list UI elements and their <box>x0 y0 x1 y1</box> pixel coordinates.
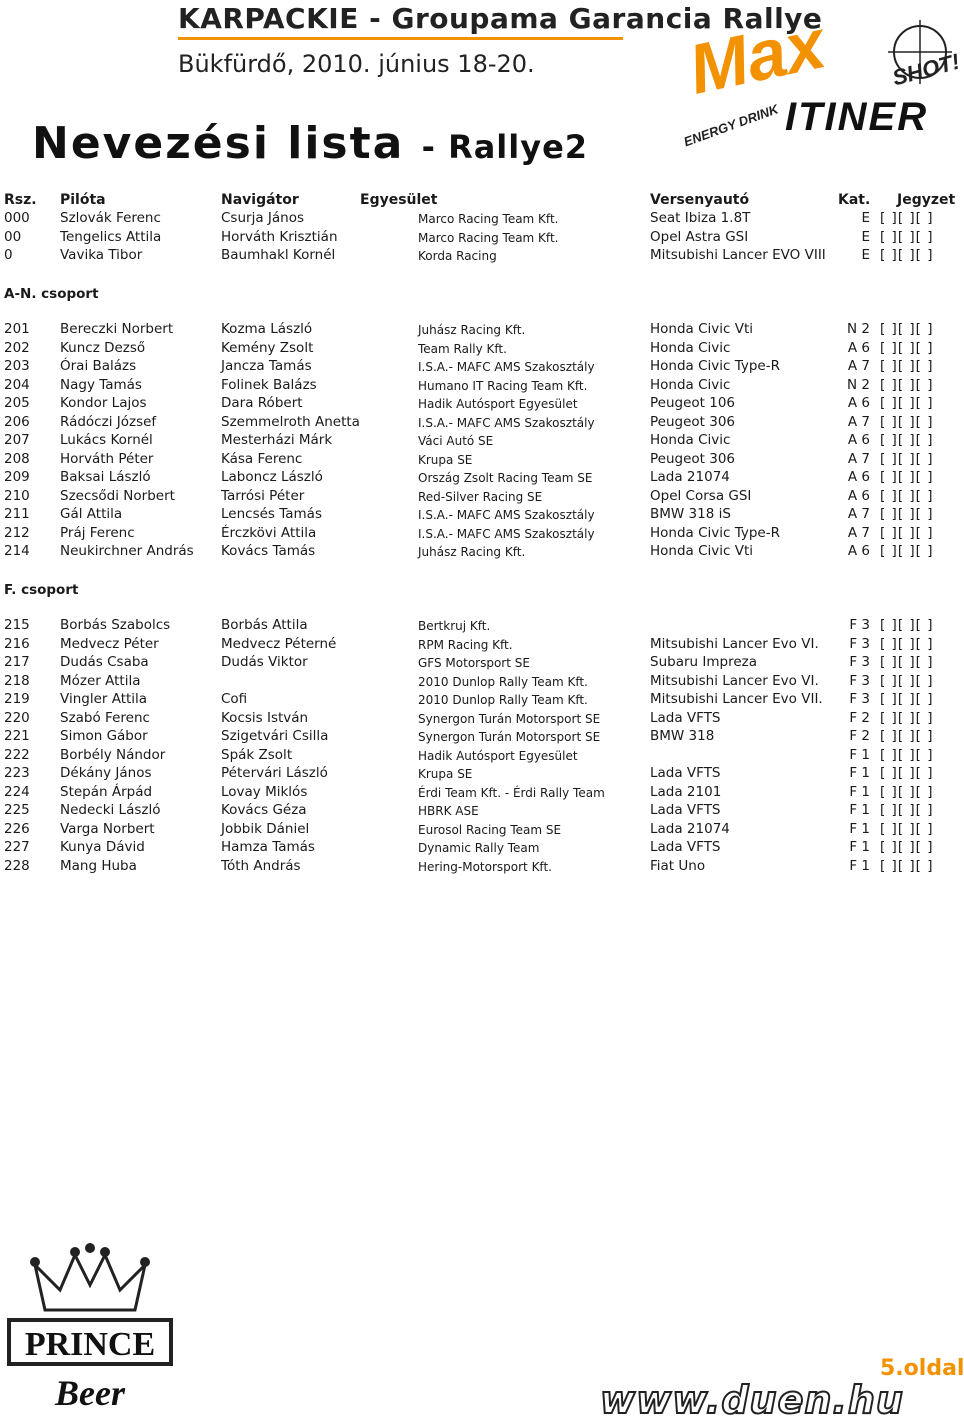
entry-pilot: Horváth Péter <box>60 450 154 467</box>
entry-navigator: Kocsis István <box>221 709 309 726</box>
shot-logo <box>888 20 962 91</box>
entry-row <box>0 765 960 783</box>
entry-category: A 6 <box>847 432 870 448</box>
entry-navigator: Medvecz Péterné <box>221 635 337 652</box>
entry-club: Juhász Racing Kft. <box>418 323 526 337</box>
entry-number: 218 <box>4 672 30 689</box>
entry-category: A 6 <box>847 487 870 504</box>
entry-row <box>0 432 960 450</box>
entry-car: Lada VFTS <box>650 839 721 855</box>
entry-number: 207 <box>4 432 30 448</box>
entry-note-brackets: [ ][ ][ ] <box>880 210 934 226</box>
entry-club: Synergon Turán Motorsport SE <box>418 711 601 726</box>
entry-note-brackets: [ ][ ][ ] <box>880 395 934 411</box>
entry-category: F 1 <box>849 802 870 818</box>
entry-club: Dynamic Rally Team <box>418 841 540 855</box>
entry-number: 217 <box>4 654 30 670</box>
entry-row <box>0 340 960 358</box>
entry-row <box>0 728 960 746</box>
entry-navigator: Szigetvári Csilla <box>221 728 329 744</box>
entry-navigator: Baumhakl Kornél <box>221 247 336 263</box>
entry-navigator: Kovács Géza <box>221 802 307 818</box>
website-url: www.duen.hu <box>600 1378 904 1422</box>
entry-category: F 1 <box>849 765 870 781</box>
col-header-car: Versenyautó <box>650 192 750 208</box>
entry-pilot: Dékány János <box>60 765 152 781</box>
entry-club: I.S.A.- MAFC AMS Szakosztály <box>418 415 595 430</box>
list-title-main: Nevezési lista <box>32 118 405 169</box>
entry-category: A 7 <box>847 524 870 541</box>
entry-note-brackets: [ ][ ][ ] <box>880 820 934 837</box>
entry-pilot: Borbás Szabolcs <box>60 617 171 633</box>
entry-note-brackets: [ ][ ][ ] <box>880 783 934 800</box>
entry-row <box>0 636 960 654</box>
entry-number: 222 <box>4 746 30 763</box>
entry-number: 211 <box>4 506 30 522</box>
entry-club: I.S.A.- MAFC AMS Szakosztály <box>418 508 595 522</box>
entry-row <box>0 617 960 635</box>
entry-note-brackets: [ ][ ][ ] <box>880 765 934 781</box>
entry-number: 000 <box>4 210 30 226</box>
entry-club: Eurosol Racing Team SE <box>418 822 562 837</box>
entry-row <box>0 691 960 709</box>
entry-row <box>0 469 960 487</box>
entry-note-brackets: [ ][ ][ ] <box>880 728 934 744</box>
entry-note-brackets: [ ][ ][ ] <box>880 617 934 633</box>
entry-pilot: Vavika Tibor <box>60 247 143 263</box>
max-logo-text: Max <box>682 4 832 109</box>
entry-club: Juhász Racing Kft. <box>418 545 526 559</box>
entry-club: Marco Racing Team Kft. <box>418 212 559 226</box>
list-title-sub: - Rallye2 <box>421 128 589 166</box>
title-underline <box>178 37 623 40</box>
crown-icon <box>30 1243 150 1310</box>
col-header-club: Egyesület <box>360 192 438 208</box>
entry-club: Humano IT Racing Team Kft. <box>418 378 588 393</box>
entry-car: Mitsubishi Lancer EVO VIII <box>650 247 826 263</box>
entry-pilot: Szabó Ferenc <box>60 709 150 726</box>
entry-category: A 6 <box>847 543 870 559</box>
entry-pilot: Varga Norbert <box>60 820 155 837</box>
col-header-navigator: Navigátor <box>221 192 299 208</box>
entry-row <box>0 451 960 469</box>
entry-number: 227 <box>4 839 30 855</box>
entry-note-brackets: [ ][ ][ ] <box>880 432 934 448</box>
entry-note-brackets: [ ][ ][ ] <box>880 672 934 689</box>
entry-car: Honda Civic Vti <box>650 543 754 559</box>
entry-row <box>0 321 960 339</box>
entry-note-brackets: [ ][ ][ ] <box>880 857 934 874</box>
entry-note-brackets: [ ][ ][ ] <box>880 247 934 263</box>
entry-car: Honda Civic Type-R <box>650 524 780 541</box>
entry-note-brackets: [ ][ ][ ] <box>880 469 934 485</box>
entry-row <box>0 858 960 876</box>
entry-car: Lada VFTS <box>650 765 721 781</box>
entry-navigator: Jancza Tamás <box>221 358 312 374</box>
entry-club: Ország Zsolt Racing Team SE <box>418 471 593 485</box>
entry-navigator: Kemény Zsolt <box>221 339 314 356</box>
entry-club: Érdi Team Kft. - Érdi Rally Team <box>418 785 605 800</box>
entry-number: 228 <box>4 857 30 874</box>
entry-note-brackets: [ ][ ][ ] <box>880 339 934 356</box>
entry-club: Red-Silver Racing SE <box>418 489 543 504</box>
entry-pilot: Nagy Tamás <box>60 376 142 393</box>
entry-number: 214 <box>4 543 30 559</box>
entry-car: Honda Civic <box>650 376 731 393</box>
entry-note-brackets: [ ][ ][ ] <box>880 321 934 337</box>
entry-club: Hering-Motorsport Kft. <box>418 859 552 874</box>
entry-number: 208 <box>4 450 30 467</box>
entry-note-brackets: [ ][ ][ ] <box>880 746 934 763</box>
event-title: KARPACKIE - Groupama Garancia Rallye <box>178 2 823 35</box>
entry-category: E <box>861 247 870 263</box>
entry-category: F 3 <box>849 654 870 670</box>
entry-number: 205 <box>4 395 30 411</box>
entry-number: 215 <box>4 617 30 633</box>
entry-navigator: Tarrósi Péter <box>221 487 305 504</box>
entry-pilot: Borbély Nándor <box>60 746 166 763</box>
entry-row <box>0 395 960 413</box>
entry-car: Peugeot 106 <box>650 395 736 411</box>
entry-club: Team Rally Kft. <box>418 341 507 356</box>
entry-note-brackets: [ ][ ][ ] <box>880 524 934 541</box>
entry-pilot: Szecsődi Norbert <box>60 487 175 504</box>
entry-navigator: Folinek Balázs <box>221 376 317 393</box>
entry-row <box>0 839 960 857</box>
entry-number: 209 <box>4 469 30 485</box>
entry-category: F 1 <box>849 783 870 800</box>
event-subtitle: Bükfürdő, 2010. június 18-20. <box>178 50 535 78</box>
entry-row <box>0 821 960 839</box>
entry-navigator: Kozma László <box>221 321 313 337</box>
entry-navigator: Horváth Krisztián <box>221 228 338 245</box>
entry-note-brackets: [ ][ ][ ] <box>880 543 934 559</box>
entry-number: 226 <box>4 820 30 837</box>
entry-category: A 6 <box>847 339 870 356</box>
entry-pilot: Dudás Csaba <box>60 654 149 670</box>
entry-pilot: Mang Huba <box>60 857 137 874</box>
entry-row <box>0 525 960 543</box>
entry-note-brackets: [ ][ ][ ] <box>880 228 934 245</box>
col-header-rsz: Rsz. <box>4 192 37 208</box>
entry-category: F 2 <box>849 728 870 744</box>
group-label-f: F. csoport <box>4 582 79 598</box>
entry-category: E <box>861 210 870 226</box>
entry-club: HBRK ASE <box>418 804 479 818</box>
entry-pilot: Stepán Árpád <box>60 783 153 800</box>
energy-drink-text: ENERGY DRINK <box>681 101 781 150</box>
entry-pilot: Práj Ferenc <box>60 524 135 541</box>
entry-car: Lada VFTS <box>650 802 721 818</box>
entry-car: Peugeot 306 <box>650 413 736 430</box>
entry-number: 221 <box>4 728 30 744</box>
entry-number: 224 <box>4 783 30 800</box>
entry-category: F 3 <box>849 617 870 633</box>
entry-row <box>0 802 960 820</box>
entry-club: Bertkruj Kft. <box>418 619 491 633</box>
entry-club: Synergon Turán Motorsport SE <box>418 730 601 744</box>
entry-category: A 6 <box>847 395 870 411</box>
entry-car: Lada 21074 <box>650 820 730 837</box>
entry-note-brackets: [ ][ ][ ] <box>880 839 934 855</box>
entry-row <box>0 488 960 506</box>
group-label-an: A-N. csoport <box>4 286 99 302</box>
entry-note-brackets: [ ][ ][ ] <box>880 376 934 393</box>
entry-car: Honda Civic <box>650 339 731 356</box>
entry-car: Peugeot 306 <box>650 450 736 467</box>
entry-category: A 7 <box>847 358 870 374</box>
entry-number: 203 <box>4 358 30 374</box>
entry-car: BMW 318 iS <box>650 506 731 522</box>
entry-category: F 3 <box>849 672 870 689</box>
entry-category: E <box>861 228 870 245</box>
entry-club: Váci Autó SE <box>418 434 494 448</box>
entry-number: 0 <box>4 247 13 263</box>
entry-pilot: Baksai László <box>60 469 151 485</box>
entry-car: Honda Civic Vti <box>650 321 754 337</box>
entry-navigator: Lencsés Tamás <box>221 506 322 522</box>
entry-pilot: Rádóczi József <box>60 413 157 430</box>
entry-car: Opel Corsa GSI <box>650 487 752 504</box>
entry-note-brackets: [ ][ ][ ] <box>880 487 934 504</box>
entry-car: Mitsubishi Lancer Evo VI. <box>650 672 819 689</box>
entry-row <box>0 654 960 672</box>
entry-number: 201 <box>4 321 30 337</box>
entry-number: 202 <box>4 339 30 356</box>
entry-club: GFS Motorsport SE <box>418 656 530 670</box>
entry-car: Seat Ibiza 1.8T <box>650 210 751 226</box>
entry-category: A 6 <box>847 469 870 485</box>
entry-car: Lada 21074 <box>650 469 730 485</box>
entry-navigator: Jobbik Dániel <box>221 820 310 837</box>
entry-number: 210 <box>4 487 30 504</box>
entry-club: Krupa SE <box>418 452 473 467</box>
entry-pilot: Órai Balázs <box>60 358 137 374</box>
entry-note-brackets: [ ][ ][ ] <box>880 691 934 707</box>
entry-navigator: Csurja János <box>221 210 304 226</box>
shot-text: SHOT! <box>889 48 963 91</box>
entry-number: 00 <box>4 228 22 245</box>
entry-category: N 2 <box>847 321 870 337</box>
entry-navigator: Borbás Attila <box>221 617 308 633</box>
entry-pilot: Kunya Dávid <box>60 839 145 855</box>
entry-number: 219 <box>4 691 30 707</box>
prince-text: PRINCE <box>24 1326 156 1363</box>
entry-pilot: Tengelics Attila <box>60 228 162 245</box>
entry-number: 223 <box>4 765 30 781</box>
entry-car: Mitsubishi Lancer Evo VI. <box>650 635 819 652</box>
entry-pilot: Lukács Kornél <box>60 432 153 448</box>
entry-row <box>0 414 960 432</box>
entry-category: A 7 <box>847 506 870 522</box>
entry-navigator: Cofi <box>221 691 248 707</box>
entry-note-brackets: [ ][ ][ ] <box>880 635 934 652</box>
entry-row <box>0 543 960 561</box>
entry-number: 204 <box>4 376 30 393</box>
entry-number: 206 <box>4 413 30 430</box>
entry-row <box>0 747 960 765</box>
entry-pilot: Bereczki Norbert <box>60 321 174 337</box>
entry-club: Hadik Autósport Egyesület <box>418 748 578 763</box>
entry-row <box>0 358 960 376</box>
entry-category: N 2 <box>847 376 870 393</box>
entry-row <box>0 784 960 802</box>
entry-car: Lada 2101 <box>650 783 722 800</box>
entry-navigator: Pétervári László <box>221 765 328 781</box>
entry-car: Opel Astra GSI <box>650 228 749 245</box>
entry-category: F 1 <box>849 839 870 855</box>
entry-pilot: Nedecki László <box>60 802 161 818</box>
entry-note-brackets: [ ][ ][ ] <box>880 506 934 522</box>
beer-text: Beer <box>55 1373 125 1413</box>
entry-category: F 1 <box>849 746 870 763</box>
itiner-text: ITINER <box>785 95 929 139</box>
entry-navigator: Dudás Viktor <box>221 654 308 670</box>
entry-pilot: Simon Gábor <box>60 728 148 744</box>
entry-pilot: Medvecz Péter <box>60 635 159 652</box>
entry-category: F 3 <box>849 635 870 652</box>
entry-car: Honda Civic Type-R <box>650 358 780 374</box>
entry-car: Honda Civic <box>650 432 731 448</box>
entry-club: Hadik Autósport Egyesület <box>418 397 578 411</box>
entry-pilot: Kuncz Dezső <box>60 339 146 356</box>
entry-note-brackets: [ ][ ][ ] <box>880 358 934 374</box>
entry-category: F 3 <box>849 691 870 707</box>
entry-pilot: Vingler Attila <box>60 691 148 707</box>
entry-pilot: Gál Attila <box>60 506 123 522</box>
entry-row <box>0 377 960 395</box>
entry-club: Marco Racing Team Kft. <box>418 230 559 245</box>
entry-number: 220 <box>4 709 30 726</box>
entry-car: Fiat Uno <box>650 857 706 874</box>
entry-note-brackets: [ ][ ][ ] <box>880 413 934 430</box>
entry-club: 2010 Dunlop Rally Team Kft. <box>418 674 588 689</box>
entry-category: A 7 <box>847 413 870 430</box>
entry-pilot: Mózer Attila <box>60 672 141 689</box>
page-number: 5.oldal <box>880 1356 964 1381</box>
entry-navigator: Tóth András <box>221 857 301 874</box>
entry-navigator: Szemmelroth Anetta <box>221 413 360 430</box>
col-header-cat: Kat. <box>838 192 871 208</box>
entry-pilot: Neukirchner András <box>60 543 194 559</box>
entry-club: Krupa SE <box>418 767 473 781</box>
entry-category: F 2 <box>849 709 870 726</box>
entry-car: Lada VFTS <box>650 709 721 726</box>
entry-note-brackets: [ ][ ][ ] <box>880 802 934 818</box>
col-header-pilot: Pilóta <box>60 192 106 208</box>
entry-pilot: Szlovák Ferenc <box>60 210 161 226</box>
list-title <box>32 118 588 169</box>
entry-club: Korda Racing <box>418 249 497 263</box>
entry-category: F 1 <box>849 857 870 874</box>
entry-navigator: Spák Zsolt <box>221 746 293 763</box>
entry-navigator: Kovács Tamás <box>221 543 316 559</box>
entry-number: 216 <box>4 635 30 652</box>
entry-car: Subaru Impreza <box>650 654 757 670</box>
entry-navigator: Dara Róbert <box>221 395 303 411</box>
entry-note-brackets: [ ][ ][ ] <box>880 709 934 726</box>
entry-number: 212 <box>4 524 30 541</box>
entry-navigator: Mesterházi Márk <box>221 432 333 448</box>
entry-car: BMW 318 <box>650 728 715 744</box>
entry-category: A 7 <box>847 450 870 467</box>
entry-row <box>0 247 960 265</box>
entry-note-brackets: [ ][ ][ ] <box>880 450 934 467</box>
col-header-note: Jegyzet <box>897 192 956 208</box>
entry-navigator: Érczkövi Attila <box>221 524 317 541</box>
entry-row <box>0 229 960 247</box>
entry-navigator: Kása Ferenc <box>221 450 303 467</box>
entry-category: F 1 <box>849 820 870 837</box>
max-itiner-logo <box>680 2 963 150</box>
entry-club: I.S.A.- MAFC AMS Szakosztály <box>418 526 595 541</box>
entry-number: 225 <box>4 802 30 818</box>
entry-pilot: Kondor Lajos <box>60 395 147 411</box>
entry-note-brackets: [ ][ ][ ] <box>880 654 934 670</box>
entry-navigator: Hamza Tamás <box>221 839 315 855</box>
entry-row <box>0 506 960 524</box>
entry-row <box>0 210 960 228</box>
entry-row <box>0 673 960 691</box>
entry-navigator: Laboncz László <box>221 469 323 485</box>
entry-club: RPM Racing Kft. <box>418 637 513 652</box>
entry-club: 2010 Dunlop Rally Team Kft. <box>418 693 588 707</box>
entry-row <box>0 710 960 728</box>
entry-car: Mitsubishi Lancer Evo VII. <box>650 691 823 707</box>
prince-beer-logo <box>5 1240 175 1420</box>
entry-navigator: Lovay Miklós <box>221 783 308 800</box>
entry-club: I.S.A.- MAFC AMS Szakosztály <box>418 360 595 374</box>
